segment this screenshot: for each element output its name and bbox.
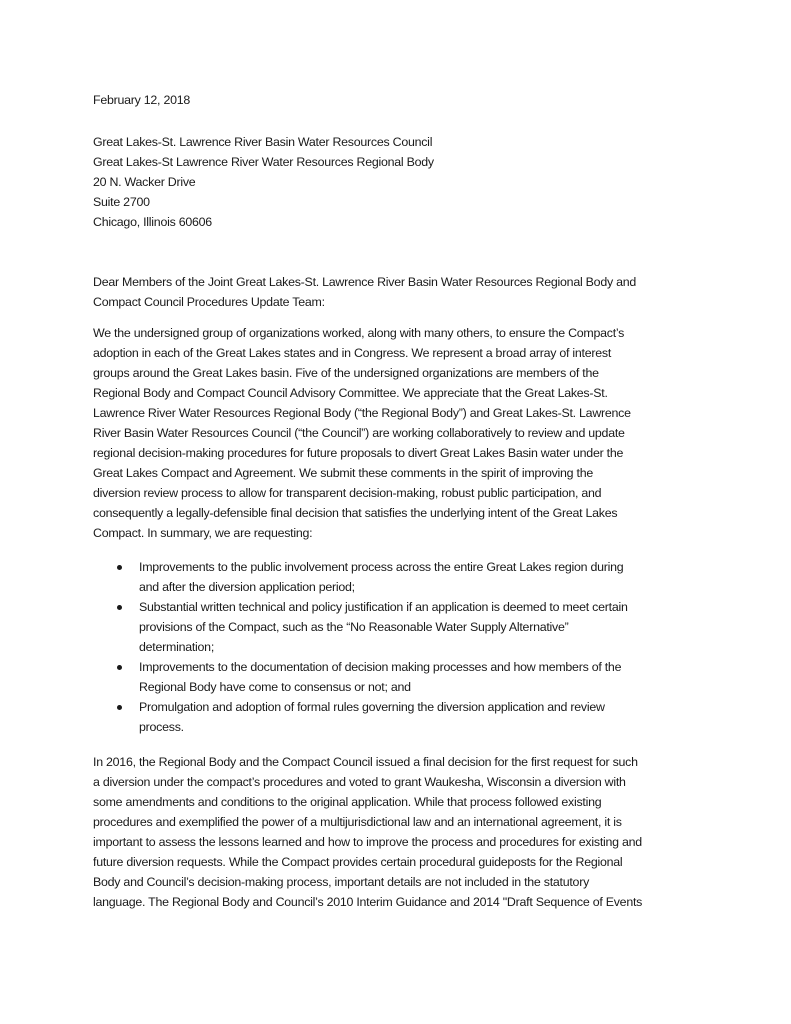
letter-date: February 12, 2018 — [93, 93, 191, 107]
address-line: Chicago, Illinois 60606 — [93, 215, 212, 229]
paragraph-line: River Basin Water Resources Council (“the Council”) are working collaboratively to review and update — [93, 426, 625, 440]
paragraph-line: Compact. In summary, we are requesting: — [93, 526, 313, 540]
paragraph-line: procedures and exemplified the power of a multijurisdictional law and an international agreement, it is — [93, 815, 622, 829]
paragraph-line: Body and Council’s decision-making process, important details are not included in the statutory — [93, 875, 590, 889]
paragraph-line: important to assess the lessons learned and how to improve the process and procedures for existing and — [93, 835, 642, 849]
bullet-icon — [117, 605, 122, 610]
list-item-line: Improvements to the documentation of decision making processes and how members of the — [139, 660, 622, 674]
paragraph-line: consequently a legally-defensible final decision that satisfies the underlying intent of the Great Lakes — [93, 506, 618, 520]
paragraph-line: adoption in each of the Great Lakes states and in Congress. We represent a broad array of interest — [93, 346, 612, 360]
bullet-icon — [117, 665, 122, 670]
paragraph-line: Lawrence River Water Resources Regional Body (“the Regional Body”) and Great Lakes-St. Lawrence — [93, 406, 631, 420]
salutation-line: Compact Council Procedures Update Team: — [93, 295, 325, 309]
paragraph-line: a diversion under the compact’s procedures and voted to grant Waukesha, Wisconsin a diversion with — [93, 775, 626, 789]
list-item-line: Improvements to the public involvement process across the entire Great Lakes region during — [139, 560, 624, 574]
bullet-icon — [117, 705, 122, 710]
bullet-icon — [117, 565, 122, 570]
list-item-line: process. — [139, 720, 184, 734]
paragraph-line: diversion review process to allow for transparent decision-making, robust public participation, and — [93, 486, 602, 500]
list-item-line: provisions of the Compact, such as the “No Reasonable Water Supply Alternative” — [139, 620, 569, 634]
address-line: 20 N. Wacker Drive — [93, 175, 196, 189]
paragraph-line: language. The Regional Body and Council’s 2010 Interim Guidance and 2014 "Draft Sequence of Events — [93, 895, 643, 909]
paragraph-line: We the undersigned group of organizations worked, along with many others, to ensure the Compact’s — [93, 326, 625, 340]
list-item-line: Promulgation and adoption of formal rules governing the diversion application and review — [139, 700, 605, 714]
address-line: Great Lakes-St Lawrence River Water Resources Regional Body — [93, 155, 434, 169]
paragraph-line: some amendments and conditions to the original application. While that process followed existing — [93, 795, 602, 809]
paragraph-line: Regional Body and Compact Council Advisory Committee. We appreciate that the Great Lakes-St. — [93, 386, 608, 400]
salutation-line: Dear Members of the Joint Great Lakes-St. Lawrence River Basin Water Resources Regional Body and — [93, 275, 637, 289]
paragraph-line: groups around the Great Lakes basin. Five of the undersigned organizations are members of the — [93, 366, 599, 380]
address-line: Suite 2700 — [93, 195, 150, 209]
paragraph-line: Great Lakes Compact and Agreement. We submit these comments in the spirit of improving the — [93, 466, 593, 480]
paragraph-line: future diversion requests. While the Compact provides certain procedural guideposts for the Regional — [93, 855, 623, 869]
address-line: Great Lakes-St. Lawrence River Basin Water Resources Council — [93, 135, 433, 149]
list-item-line: Regional Body have come to consensus or not; and — [139, 680, 411, 694]
paragraph-line: regional decision-making procedures for future proposals to divert Great Lakes Basin water under the — [93, 446, 624, 460]
paragraph-line: In 2016, the Regional Body and the Compact Council issued a final decision for the first request for such — [93, 755, 638, 769]
list-item-line: and after the diversion application period; — [139, 580, 355, 594]
list-item-line: Substantial written technical and policy justification if an application is deemed to meet certain — [139, 600, 628, 614]
list-item-line: determination; — [139, 640, 215, 654]
